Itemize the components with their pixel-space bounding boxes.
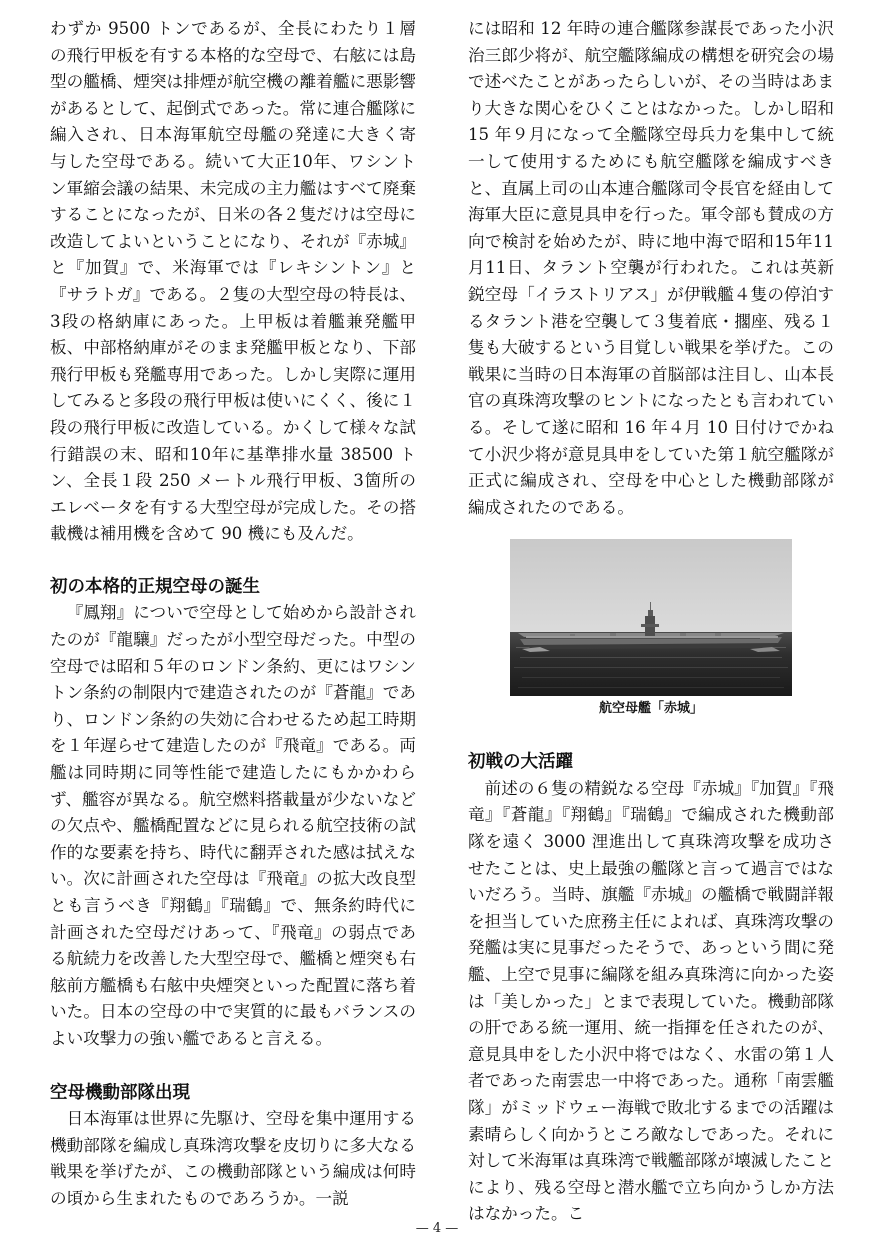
- photo-figure: [468, 539, 834, 718]
- body-paragraph: 『鳳翔』についで空母として始めから設計されたのが『龍驤』だったが小型空母だった。中型の空母では昭和５年のロンドン条約、更にはワシントン条約の制限内で建造されたのが『蒼龍』であり、ロンドン条約の失効に合わせるため起工時期を１年遅らせて建造したのが『飛竜』である。両艦は同時期に同等性能で建造したにもかかわらず、艦容が異なる。航空燃料搭載量が少ないなどの欠点や、艦橋配置などに見られる航空技術の試作的な要素を持ち、時代に翻弄された感は拭えない。次に計画された空母は『飛竜』の拡大改良型とも言うべき『翔鶴』『瑞鶴』で、無条約時代に計画された空母だけあって、『飛竜』の弱点である航続力を改善した大型空母で、艦橋と煙突も右舷前方艦橋も右舷中央煙突といった配置に落ち着いた。日本の空母の中で実質的に最もバランスのよい攻撃力の強い艦であると言える。: [50, 603, 416, 1048]
- section-heading: 空母機動部隊出現: [50, 1082, 190, 1103]
- right-column: [468, 16, 834, 1228]
- section-heading: 初の本格的正規空母の誕生: [50, 576, 260, 597]
- section-heading: 初戦の大活躍: [468, 752, 573, 773]
- aircraft-carrier-photo: [510, 539, 792, 696]
- body-paragraph: 日本海軍は世界に先駆け、空母を集中運用する機動部隊を編成し真珠湾攻撃を皮切りに多大なる戦果を挙げたが、この機動部隊という編成は何時の頃から生まれたものであろうか。一説: [50, 1109, 416, 1208]
- body-paragraph: には昭和 12 年時の連合艦隊参謀長であった小沢治三郎少将が、航空艦隊編成の構想を研究会の場で述べたことがあったらしいが、その当時はあまり大きな関心をひくことはなかった。しかし昭和 15 年９月になって全艦隊空母兵力を集中して統一して使用するためにも航空艦隊を編成すべきと、直属上司の山本連合艦隊司令長官を経由して海軍大臣に意見具申を行った。軍令部も賛成の方向で検討を始めたが、時に地中海で昭和15年11月11日、タラント空襲が行われた。これは英新鋭空母「イラストリアス」が伊戦艦４隻の停泊するタラント港を空襲して３隻着底・擱座、残る１隻も大破するという目覚しい戦果を挙げた。この戦果に当時の日本海軍の首脳部は注目し、山本長官の真珠湾攻撃のヒントになったとも言われている。そして遂に昭和 16 年４月 10 日付けでかねて小沢少将が意見具申をしていた第１航空艦隊が正式に編成され、空母を中心とした機動部隊が編成されたのである。: [468, 19, 834, 517]
- page-number: — 4 —: [415, 1221, 459, 1236]
- left-column: [50, 16, 416, 1213]
- body-paragraph: 前述の６隻の精鋭なる空母『赤城』『加賀』『飛竜』『蒼龍』『翔鶴』『瑞鶴』で編成された機動部隊を遠く 3000 浬進出して真珠湾攻撃を成功させたことは、史上最強の艦隊と言って過言ではないだろう。当時、旗艦『赤城』の艦橋で戦闘詳報を担当していた庶務主任によれば、真珠湾攻撃の発艦は実に見事だったそうで、あっという間に発艦、上空で見事に編隊を組み真珠湾に向かった姿は「美しかった」とまで表現していた。機動部隊の肝である統一運用、統一指揮を任されたのが、意見具申をした小沢中将ではなく、水雷の第１人者であった南雲忠一中将であった。通称「南雲艦隊」がミッドウェー海戦で敗北するまでの活躍は素晴らしく向かうところ敵なしであった。それに対して米海軍は真珠湾で戦艦部隊が壊滅したことにより、残る空母と潜水艦で立ち向かうしか方法はなかった。こ: [468, 778, 834, 1224]
- body-paragraph: わずか 9500 トンであるが、全長にわたり１層の飛行甲板を有する本格的な空母で、右舷には島型の艦橋、煙突は排煙が航空機の離着艦に悪影響があるとして、起倒式であった。常に連合艦隊に編入され、日本海軍航空母艦の発達に大きく寄与した空母である。続いて大正10年、ワシントン軍縮会議の結果、未完成の主力艦はすべて廃棄することになったが、日米の各２隻だけは空母に改造してよいということになり、それが『赤城』と『加賀』で、米海軍では『レキシントン』と『サラトガ』である。２隻の大型空母の特長は、3段の格納庫にあった。上甲板は着艦兼発艦甲板、中部格納庫がそのまま発艦甲板となり、下部飛行甲板も発艦専用であった。しかし実際に運用してみると多段の飛行甲板は使いにくく、後に１段の飛行甲板に改造している。かくして様々な試行錯誤の末、昭和10年に基準排水量 38500 トン、全長１段 250 メートル飛行甲板、3箇所のエレベータを有する大型空母が完成した。その搭載機は補用機を含めて 90 機にも及んだ。: [50, 19, 416, 544]
- photo-caption: 航空母艦「赤城」: [598, 701, 703, 717]
